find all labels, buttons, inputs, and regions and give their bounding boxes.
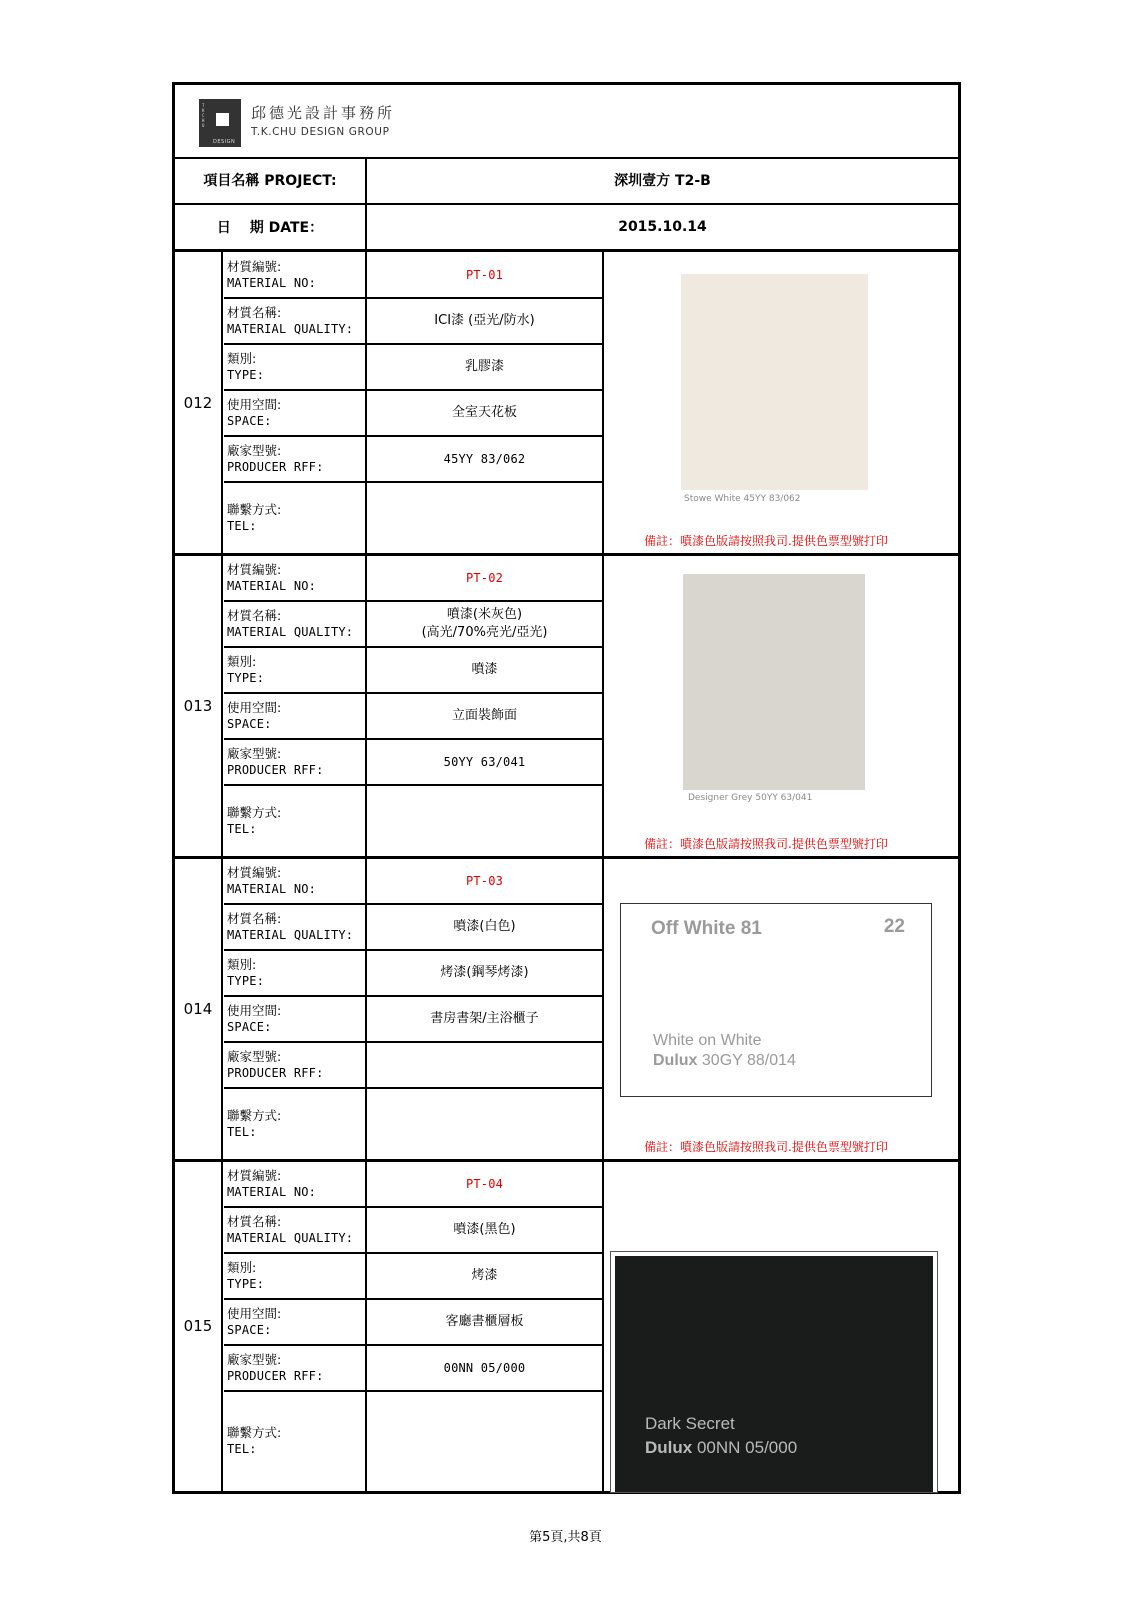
field-label-cn: 類別: bbox=[227, 1260, 257, 1275]
field-value-space: 客廳書櫃層板 bbox=[445, 1314, 524, 1329]
field-value-tel bbox=[367, 785, 602, 856]
field-label-cn: 聯繫方式: bbox=[227, 1425, 282, 1440]
material-section bbox=[175, 252, 958, 553]
card-code: 30GY 88/014 bbox=[701, 1052, 796, 1069]
field-label-en: MATERIAL NO: bbox=[227, 579, 317, 593]
field-label-tel bbox=[224, 1391, 365, 1491]
field-label-en: MATERIAL QUALITY: bbox=[227, 1231, 354, 1245]
field-label-material-no bbox=[224, 1161, 365, 1207]
field-label-en: MATERIAL NO: bbox=[227, 276, 317, 290]
field-value-tel bbox=[367, 1088, 602, 1159]
date-label: 日 期 DATE： bbox=[216, 220, 324, 236]
field-label-en: TEL: bbox=[227, 821, 257, 836]
swatch-area bbox=[604, 555, 958, 856]
field-label-material-no bbox=[224, 555, 365, 601]
field-label-type bbox=[224, 1253, 365, 1299]
field-label-cn: 廠家型號: bbox=[227, 443, 282, 458]
field-value-type: 乳膠漆 bbox=[464, 359, 504, 374]
field-label-tel bbox=[224, 1088, 365, 1159]
field-label-type bbox=[224, 950, 365, 996]
field-value-tel bbox=[367, 1391, 602, 1491]
field-label-space bbox=[224, 693, 365, 739]
field-value-type: 烤漆 bbox=[471, 1268, 498, 1283]
field-label-material-quality bbox=[224, 1207, 365, 1253]
field-value-material-no: PT-03 bbox=[465, 874, 504, 888]
field-label-cn: 使用空間: bbox=[227, 700, 282, 715]
field-value-space: 書房書架/主浴櫃子 bbox=[430, 1011, 539, 1026]
swatch-caption: Designer Grey 50YY 63/041 bbox=[688, 793, 813, 803]
material-section bbox=[175, 858, 958, 1159]
field-label-cn: 廠家型號: bbox=[227, 1352, 282, 1367]
field-value-material-no: PT-01 bbox=[465, 268, 504, 282]
field-label-en: TYPE: bbox=[227, 974, 265, 988]
company-name-en: T.K.CHU DESIGN GROUP bbox=[251, 126, 390, 138]
field-label-space bbox=[224, 996, 365, 1042]
card-code: 00NN 05/000 bbox=[696, 1438, 798, 1457]
material-section bbox=[175, 1161, 958, 1491]
field-value-type: 噴漆 bbox=[471, 662, 498, 677]
field-label-cn: 材質名稱: bbox=[227, 608, 282, 623]
date-value: 2015.10.14 bbox=[618, 219, 707, 235]
print-note: 備註：噴漆色版請按照我司.提供色票型號打印 bbox=[644, 837, 888, 851]
field-value-type: 烤漆(鋼琴烤漆) bbox=[440, 965, 529, 980]
field-label-cn: 材質編號: bbox=[227, 259, 282, 274]
field-label-en: MATERIAL NO: bbox=[227, 1185, 317, 1199]
field-label-type bbox=[224, 647, 365, 693]
card-subtitle: White on White bbox=[653, 1032, 762, 1049]
field-label-cn: 材質編號: bbox=[227, 562, 282, 577]
field-label-material-no bbox=[224, 858, 365, 904]
field-label-material-quality bbox=[224, 904, 365, 950]
field-value-producer: 00NN 05/000 bbox=[443, 1361, 526, 1375]
field-label-en: MATERIAL QUALITY: bbox=[227, 322, 354, 336]
print-note: 備註：噴漆色版請按照我司.提供色票型號打印 bbox=[644, 534, 888, 548]
field-label-cn: 類別: bbox=[227, 957, 257, 972]
field-label-en: SPACE: bbox=[227, 1020, 272, 1034]
field-label-material-quality bbox=[224, 601, 365, 647]
field-value-producer: 50YY 63/041 bbox=[443, 755, 526, 769]
field-value-material-quality: 噴漆(白色) bbox=[453, 919, 516, 934]
field-label-en: SPACE: bbox=[227, 1323, 272, 1337]
field-label-en: SPACE: bbox=[227, 414, 272, 428]
field-value-space: 全室天花板 bbox=[451, 405, 517, 420]
field-label-cn: 材質名稱: bbox=[227, 1214, 282, 1229]
color-swatch bbox=[615, 1256, 933, 1492]
card-number: 22 bbox=[883, 916, 905, 937]
field-value-space: 立面裝飾面 bbox=[451, 708, 517, 723]
header bbox=[175, 85, 958, 159]
field-label-material-no bbox=[224, 252, 365, 298]
field-label-space bbox=[224, 390, 365, 436]
material-section bbox=[175, 555, 958, 856]
field-label-tel bbox=[224, 785, 365, 856]
field-value-producer bbox=[367, 1042, 602, 1088]
field-label-en: PRODUCER RFF: bbox=[227, 460, 324, 474]
field-label-tel bbox=[224, 482, 365, 553]
logo-bottom-text: DESIGN bbox=[213, 139, 236, 145]
spec-sheet bbox=[172, 82, 961, 1494]
field-label-en: PRODUCER RFF: bbox=[227, 763, 324, 777]
color-swatch bbox=[681, 274, 868, 490]
field-label-cn: 材質名稱: bbox=[227, 911, 282, 926]
field-label-en: TYPE: bbox=[227, 1277, 265, 1291]
field-label-cn: 類別: bbox=[227, 351, 257, 366]
field-label-cn: 使用空間: bbox=[227, 1306, 282, 1321]
card-title: Dark Secret bbox=[645, 1414, 735, 1433]
field-label-en: MATERIAL QUALITY: bbox=[227, 928, 354, 942]
field-label-space bbox=[224, 1299, 365, 1345]
swatch-area bbox=[604, 252, 958, 553]
section-number: 012 bbox=[183, 393, 213, 412]
company-name-cn: 邱德光設計事務所 bbox=[251, 104, 396, 122]
field-label-cn: 廠家型號: bbox=[227, 746, 282, 761]
field-label-cn: 使用空間: bbox=[227, 397, 282, 412]
field-value-material-quality: 噴漆(米灰色) (高光/70%亮光/亞光) bbox=[421, 607, 548, 640]
field-value-material-quality: 噴漆(黑色) bbox=[453, 1222, 516, 1237]
field-label-producer bbox=[224, 1042, 365, 1088]
field-label-material-quality bbox=[224, 298, 365, 344]
field-value-material-quality: ICI漆 (亞光/防水) bbox=[434, 313, 535, 328]
field-label-en: TEL: bbox=[227, 518, 257, 533]
field-label-cn: 聯繫方式: bbox=[227, 804, 282, 820]
swatch-caption: Stowe White 45YY 83/062 bbox=[684, 494, 801, 504]
color-swatch bbox=[683, 574, 865, 790]
card-brand: Dulux bbox=[653, 1052, 698, 1069]
swatch-frame bbox=[610, 1251, 938, 1493]
field-label-en: MATERIAL NO: bbox=[227, 882, 317, 896]
card-title: Off White 81 bbox=[651, 918, 762, 939]
field-label-en: TYPE: bbox=[227, 671, 265, 685]
swatch-area bbox=[604, 1161, 958, 1491]
field-value-producer: 45YY 83/062 bbox=[443, 452, 526, 466]
field-label-en: MATERIAL QUALITY: bbox=[227, 625, 354, 639]
field-label-en: TEL: bbox=[227, 1442, 257, 1456]
swatch-area bbox=[604, 858, 958, 1159]
project-value: 深圳壹方 T2-B bbox=[614, 173, 711, 189]
field-label-cn: 材質編號: bbox=[227, 865, 282, 880]
field-value-material-no: PT-04 bbox=[465, 1177, 504, 1191]
field-label-producer bbox=[224, 1345, 365, 1391]
section-number: 014 bbox=[183, 999, 213, 1018]
field-label-cn: 材質編號: bbox=[227, 1168, 282, 1183]
print-note: 備註：噴漆色版請按照我司.提供色票型號打印 bbox=[644, 1140, 888, 1154]
card-code-line bbox=[653, 1052, 796, 1070]
card-code-line bbox=[645, 1438, 797, 1458]
section-number: 015 bbox=[183, 1317, 213, 1335]
field-label-producer bbox=[224, 739, 365, 785]
field-label-en: PRODUCER RFF: bbox=[227, 1369, 324, 1383]
field-label-en: TEL: bbox=[227, 1124, 257, 1139]
field-label-cn: 聯繫方式: bbox=[227, 501, 282, 517]
field-label-cn: 廠家型號: bbox=[227, 1049, 282, 1064]
field-value-tel bbox=[367, 482, 602, 553]
card-brand: Dulux bbox=[645, 1438, 693, 1457]
section-number: 013 bbox=[183, 696, 213, 715]
company-logo-icon bbox=[199, 99, 241, 147]
field-label-en: SPACE: bbox=[227, 717, 272, 731]
color-card bbox=[620, 903, 932, 1097]
field-label-en: PRODUCER RFF: bbox=[227, 1066, 324, 1080]
field-label-cn: 材質名稱: bbox=[227, 305, 282, 320]
field-value-material-no: PT-02 bbox=[465, 571, 504, 585]
field-label-en: TYPE: bbox=[227, 368, 265, 382]
field-label-cn: 使用空間: bbox=[227, 1003, 282, 1018]
field-label-type bbox=[224, 344, 365, 390]
field-label-cn: 聯繫方式: bbox=[227, 1107, 282, 1123]
page-footer: 第5頁,共8頁 bbox=[529, 1530, 602, 1545]
field-label-producer bbox=[224, 436, 365, 482]
field-label-cn: 類別: bbox=[227, 654, 257, 669]
logo-side-text: T K C H U bbox=[202, 103, 205, 128]
project-label: 項目名稱 PROJECT: bbox=[203, 173, 337, 189]
